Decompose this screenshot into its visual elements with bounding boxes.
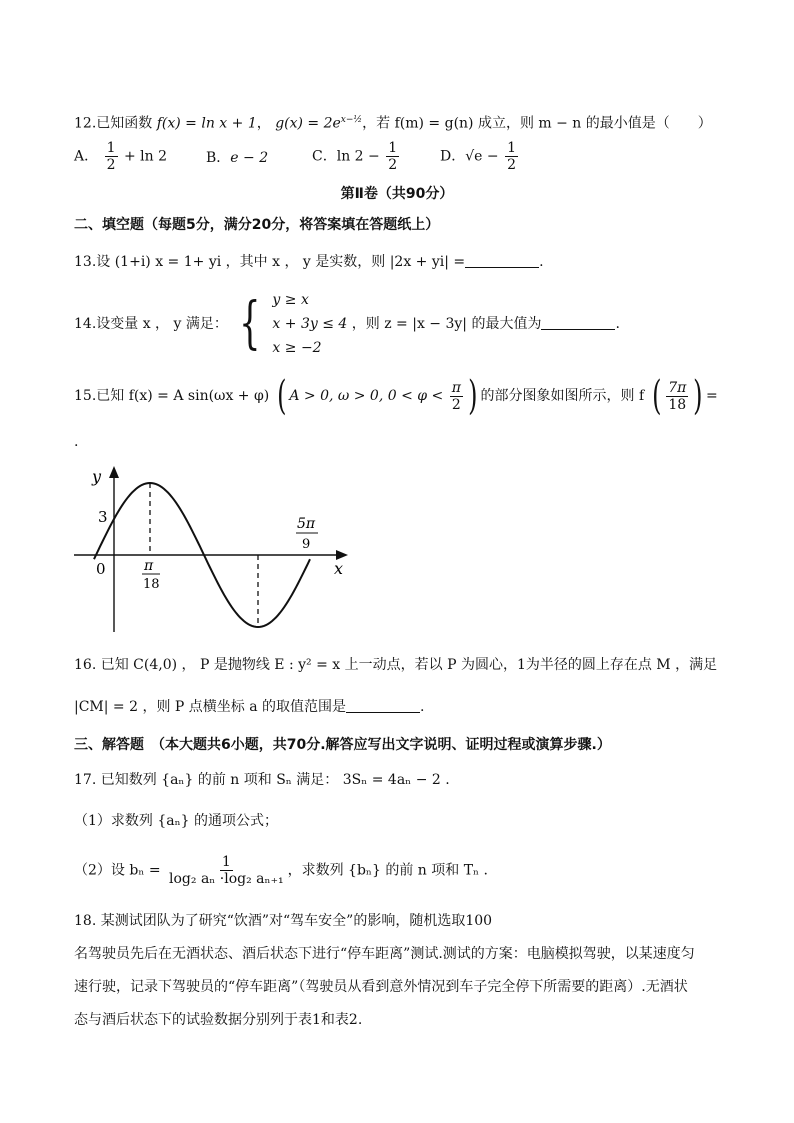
q12-g-exponent: x−½ <box>340 115 363 125</box>
tick-1-numerator: π <box>144 558 154 574</box>
left-brace: { <box>239 291 261 356</box>
option-label: B． <box>206 150 231 166</box>
period: . <box>420 699 425 715</box>
numerator: 7π <box>668 379 687 396</box>
q12-number: 12. <box>74 115 97 132</box>
q14-tail: ，则 z = |x − 3y| 的最大值为 <box>351 316 542 332</box>
tick-2-denominator: 9 <box>302 537 311 552</box>
q12-stem: 12.已知函数 f(x) = ln x + 1， $g(x) = 2e^{x-\frac{1}{2}}$，若 f(m) = g(n) 成立，则 m − n 的最小值是（ ） <box>74 115 712 132</box>
right-paren: ) <box>693 373 703 419</box>
denominator: 2 <box>507 157 516 173</box>
numerator: π <box>451 379 461 396</box>
fraction <box>505 140 518 173</box>
q13 <box>74 252 544 272</box>
right-paren: ) <box>468 373 478 419</box>
q14 <box>74 288 620 360</box>
numerator: 1 <box>507 140 516 156</box>
option-text: √e − <box>465 148 499 165</box>
left-paren: ( <box>651 373 662 419</box>
origin-label: 0 <box>96 560 106 578</box>
fraction <box>105 140 118 173</box>
q12-condition: ，若 f(m) = g(n) 成立，则 m − n 的最小值是（ ） <box>362 115 712 132</box>
numerator: 1 <box>106 140 116 156</box>
q18-line4: 态与酒后状态下的试验数据分别列于表1和表2. <box>74 1012 363 1028</box>
q16-line2 <box>74 697 425 717</box>
q17-part2-head: （2）设 bₙ = <box>74 862 161 879</box>
fraction <box>386 140 399 173</box>
q12-option-c <box>312 140 401 173</box>
option-text: + ln 2 <box>123 148 167 165</box>
left-paren: ( <box>276 373 287 419</box>
q12-f-definition: f(x) = ln x + 1 <box>156 115 257 132</box>
q16-line1: 16. 已知 C(4,0) ， P 是抛物线 E : y² = x 上一动点，若以 P 为圆心，1为半径的圆上存在点 M ，满足 <box>74 657 718 673</box>
tick-2-numerator: 5π <box>297 516 316 532</box>
q17-part1: （1）求数列 {aₙ} 的通项公式； <box>74 813 279 829</box>
constraint-system <box>272 288 347 360</box>
q15 <box>74 373 718 419</box>
denominator: 2 <box>106 157 116 173</box>
q13-text: 13.设 (1+i) x = 1+ yi ，其中 x ， y 是实数，则 |2x + yi| = <box>74 254 466 270</box>
q12-option-d <box>440 140 520 173</box>
constraint-2: x + 3y ≤ 4 <box>272 316 348 332</box>
q17-stem: 17. 已知数列 {aₙ} 的前 n 项和 Sₙ 满足： 3Sₙ = 4aₙ − 2 . <box>74 772 450 788</box>
section3-heading: 三、解答题 （本大题共6小题，共70分.解答应写出文字说明、证明过程或演算步骤.） <box>74 737 611 753</box>
y-axis-label: y <box>92 467 102 486</box>
q18-line3: 速行驶，记录下驾驶员的“停车距离”（驾驶员从看到意外情况到车子完全停下所需要的距离）.无酒状 <box>74 979 688 995</box>
q18-line2: 名驾驶员先后在无酒状态、酒后状态下进行“停车距离”测试.测试的方案：电脑模拟驾驶，以某速度匀 <box>74 946 695 962</box>
q12-option-a <box>74 140 167 173</box>
answer-blank <box>465 253 539 268</box>
q12-option-b <box>206 147 268 167</box>
option-text: e − 2 <box>230 150 269 166</box>
period: . <box>539 254 544 270</box>
q14-head: 14.设变量 x ， y 满足： <box>74 316 228 332</box>
fraction <box>666 380 688 413</box>
fraction <box>450 380 463 413</box>
y-axis-arrow <box>109 466 119 478</box>
denominator: 2 <box>388 157 398 173</box>
q15-mid: 的部分图象如图所示，则 f <box>480 388 645 404</box>
q15-head: 15.已知 f(x) = A sin(ωx + φ) <box>74 388 270 404</box>
x-axis-label: x <box>334 559 344 578</box>
q15-condition: A > 0, ω > 0, 0 < φ < <box>289 388 444 404</box>
sine-graph <box>66 460 366 640</box>
q17-part2 <box>74 854 488 887</box>
numerator: 1 <box>221 854 231 870</box>
numerator: 1 <box>388 140 398 156</box>
constraint-1: y ≥ x <box>272 292 309 308</box>
q15-trailing-dot: . <box>74 434 79 450</box>
denominator: 2 <box>451 396 461 413</box>
q17-part2-tail: ，求数列 {bₙ} 的前 n 项和 Tₙ . <box>287 862 488 879</box>
answer-blank <box>346 698 420 713</box>
part2-title: 第Ⅱ卷（共90分） <box>340 186 454 202</box>
option-label: A． <box>74 148 99 165</box>
denominator: log₂ aₙ ·log₂ aₙ₊₁ <box>169 871 284 887</box>
q12-intro: 已知函数 <box>96 115 153 132</box>
answer-blank <box>541 315 615 330</box>
section2-heading: 二、填空题（每题5分，满分20分，将答案填在答题纸上） <box>74 217 440 233</box>
equals-sign: = <box>705 388 718 404</box>
period: . <box>615 316 620 332</box>
denominator: 18 <box>668 396 687 413</box>
constraint-3: x ≥ −2 <box>272 340 322 356</box>
fraction <box>167 854 286 887</box>
option-label: D． <box>440 148 466 165</box>
q12-g-definition: g(x) = 2e <box>275 115 341 132</box>
option-text: ln 2 − <box>336 148 380 165</box>
q18-line1: 18. 某测试团队为了研究“饮酒”对“驾车安全”的影响，随机选取100 <box>74 913 493 929</box>
q16-text: |CM| = 2 ，则 P 点横坐标 a 的取值范围是 <box>74 699 347 715</box>
option-label: C． <box>312 148 337 165</box>
y-tick-label: 3 <box>98 508 108 526</box>
tick-1-denominator: 18 <box>143 577 160 592</box>
